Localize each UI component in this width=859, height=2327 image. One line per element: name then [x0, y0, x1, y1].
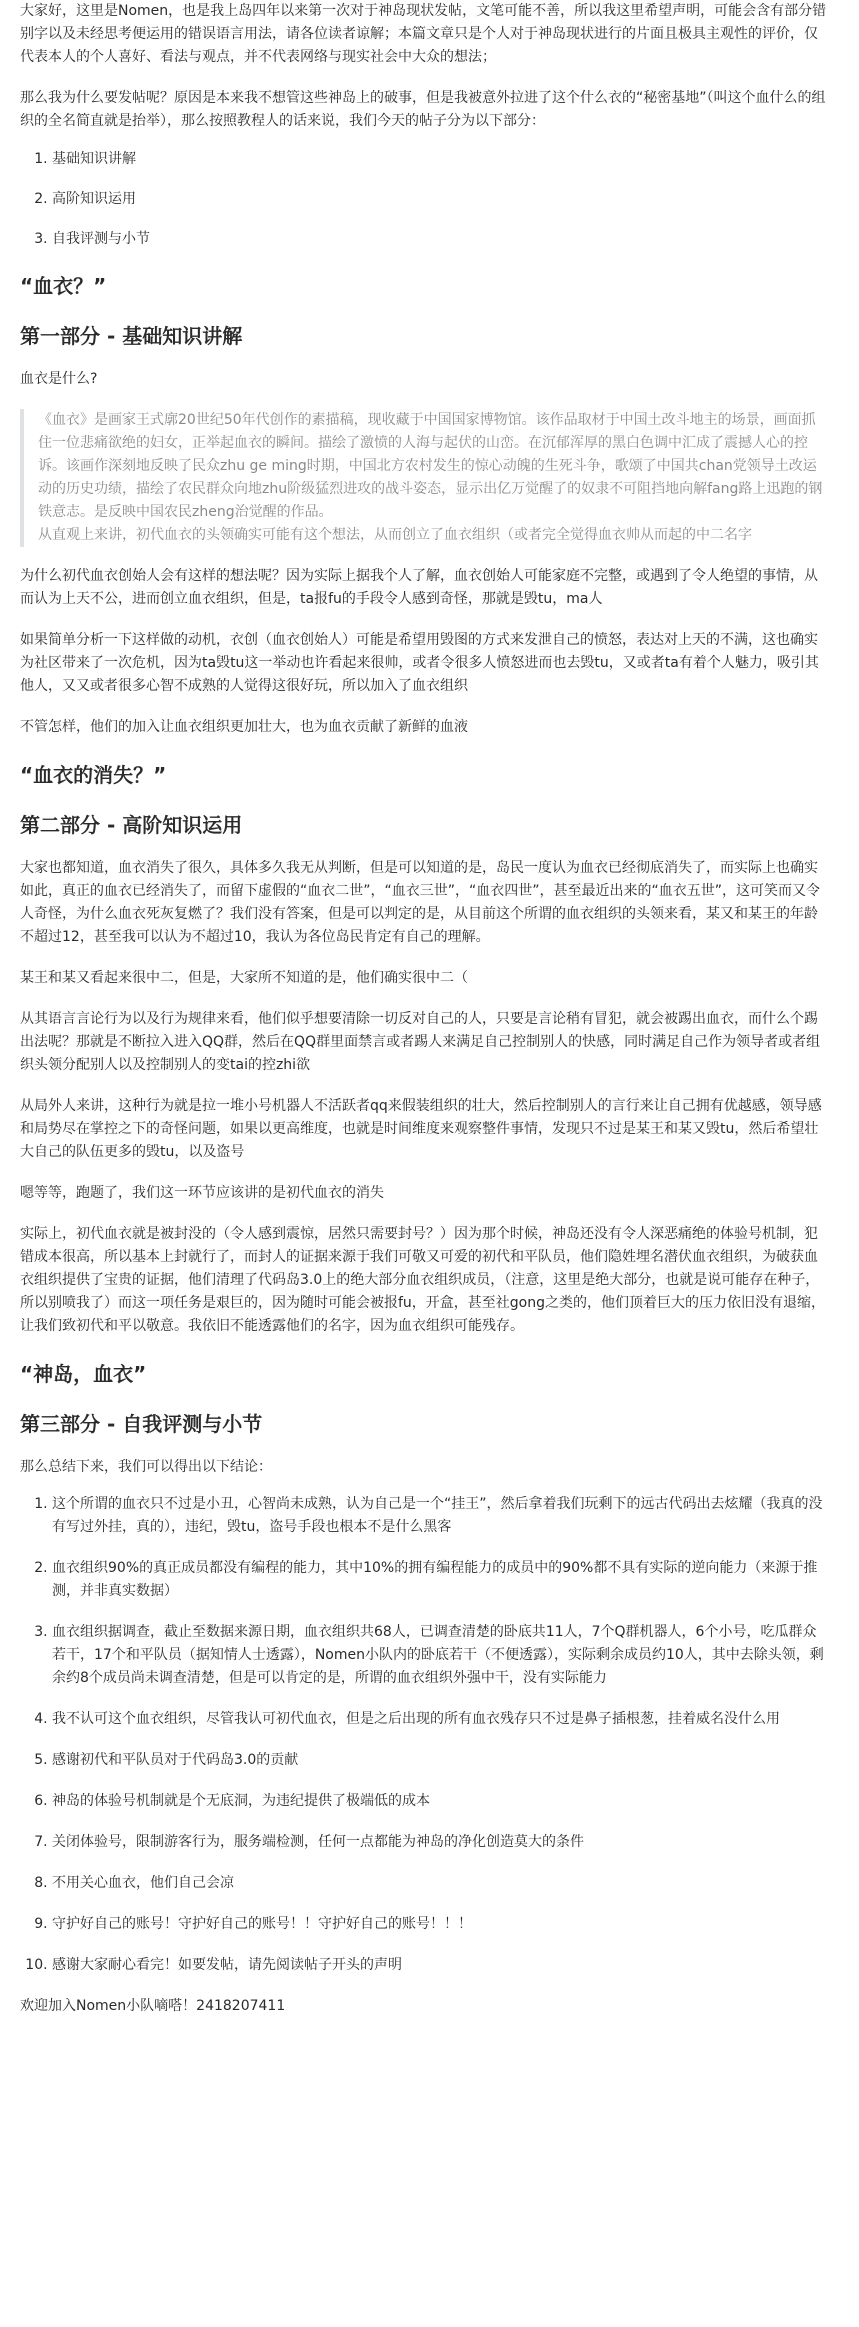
toc-item: 3. 自我评测与小节	[52, 228, 827, 250]
list-item: 5. 感谢初代和平队员对于代码岛3.0的贡献	[52, 1749, 827, 1772]
blockquote	[20, 409, 827, 547]
list-item: 4. 我不认可这个血衣组织，尽管我认可初代血衣，但是之后出现的所有血衣残存只不过是鼻子插根葱，挂着威名没什么用	[52, 1708, 827, 1731]
footer-text: 欢迎加入Nomen小队嘀嗒！2418207411	[20, 1998, 286, 2014]
part1-question: 血衣是什么?	[20, 371, 98, 387]
table-of-contents	[20, 148, 827, 250]
list-item: 9. 守护好自己的账号！守护好自己的账号！！守护好自己的账号！！！	[52, 1913, 827, 1936]
part1-quote-heading: “血衣？”	[20, 274, 107, 298]
blockquote-paragraph-2: 从直观上来讲，初代血衣的头领确实可能有这个想法，从而创立了血衣组织（或者完全觉得血衣帅从而起的中二名字	[38, 527, 752, 543]
toc-item: 1. 基础知识讲解	[52, 148, 827, 170]
part1-paragraph-2: 如果简单分析一下这样做的动机，衣创（血衣创始人）可能是希望用毁图的方式来发泄自己的愤怒，表达对上天的不满，这也确实为社区带来了一次危机，因为ta毁tu这一举动也许看起来很帅，或者令很多人愤怒进而也去毁tu，又或者ta有着个人魅力，吸引其他人，又又或者很多心智不成熟的人觉得这很好玩，所以加入了血衣组织	[20, 632, 819, 694]
part2-heading: 第二部分 - 高阶知识运用	[20, 813, 243, 837]
intro-paragraph-2: 那么我为什么要发帖呢？原因是本来我不想管这些神岛上的破事，但是我被意外拉进了这个什么衣的“秘密基地”（叫这个血什么的组织的全名简直就是抬举），那么按照教程人的话来说，我们今天的帖子分为以下部分：	[20, 90, 826, 129]
part1-heading: 第一部分 - 基础知识讲解	[20, 324, 243, 348]
blockquote-paragraph-1: 《血衣》是画家王式廓20世纪50年代创作的素描稿，现收藏于中国国家博物馆。该作品取材于中国土改斗地主的场景，画面抓住一位悲痛欲绝的妇女，正举起血衣的瞬间。描绘了激愤的人海与起伏的山峦。在沉郁浑厚的黑白色调中汇成了震撼人心的控诉。该画作深刻地反映了民众zhu ge ming时期，中国北方农村发生的惊心动魄的生死斗争，歌颂了中国共chan党领导土改运动的历史功绩，描绘了农民群众向地zhu阶级猛烈进攻的战斗姿态，显示出亿万觉醒了的奴隶不可阻挡地向解fang路上迅跑的钢铁意志。是反映中国农民zheng治觉醒的作品。	[38, 412, 823, 520]
conclusion-list	[20, 1493, 827, 1977]
part1-paragraph-1: 为什么初代血衣创始人会有这样的想法呢？因为实际上据我个人了解，血衣创始人可能家庭不完整，或遇到了令人绝望的事情，从而认为上天不公，进而创立血衣组织，但是，ta报fu的手段令人感到奇怪，那就是毁tu，ma人	[20, 568, 818, 607]
list-item: 3. 血衣组织据调查，截止至数据来源日期，血衣组织共68人，已调查清楚的卧底共11人，7个Q群机器人，6个小号，吃瓜群众若干，17个和平队员（据知情人士透露），Nomen小队内的卧底若干（不便透露），实际剩余成员约10人，其中去除头领，剩余约8个成员尚未调查清楚，但是可以肯定的是，所谓的血衣组织外强中干，没有实际能力	[52, 1621, 827, 1690]
list-item: 8. 不用关心血衣，他们自己会凉	[52, 1872, 827, 1895]
list-item: 10. 感谢大家耐心看完！如要发帖，请先阅读帖子开头的声明	[52, 1954, 827, 1977]
intro-paragraph-1: 大家好，这里是Nomen，也是我上岛四年以来第一次对于神岛现状发帖，文笔可能不善，所以我这里希望声明，可能会含有部分错别字以及未经思考便运用的错误语言用法，请各位读者谅解；本篇文章只是个人对于神岛现状进行的片面且极具主观性的评价，仅代表本人的个人喜好、看法与观点，并不代表网络与现实社会中大众的想法；	[20, 3, 827, 65]
part1-paragraph-3: 不管怎样，他们的加入让血衣组织更加壮大，也为血衣贡献了新鲜的血液	[20, 719, 468, 735]
toc-item: 2. 高阶知识运用	[52, 188, 827, 210]
part2-paragraph-4: 从局外人来讲，这种行为就是拉一堆小号机器人不活跃者qq来假装组织的壮大，然后控制别人的言行来让自己拥有优越感，领导感和局势尽在掌控之下的奇怪问题，如果以更高维度，也就是时间维度来观察整件事情，发现只不过是某王和某又毁tu，然后希望壮大自己的队伍更多的毁tu，以及盗号	[20, 1098, 822, 1160]
list-item: 1. 这个所谓的血衣只不过是小丑，心智尚未成熟，认为自己是一个“挂王”，然后拿着我们玩剩下的远古代码出去炫耀（我真的没有写过外挂，真的），违纪，毁tu，盗号手段也根本不是什么黑客	[52, 1493, 827, 1539]
part2-paragraph-2: 某王和某又看起来很中二，但是，大家所不知道的是，他们确实很中二（	[20, 970, 468, 986]
list-item: 2. 血衣组织90%的真正成员都没有编程的能力，其中10%的拥有编程能力的成员中的90%都不具有实际的逆向能力（来源于推测，并非真实数据）	[52, 1557, 827, 1603]
part3-heading: 第三部分 - 自我评测与小节	[20, 1412, 263, 1436]
list-item: 6. 神岛的体验号机制就是个无底洞，为违纪提供了极端低的成本	[52, 1790, 827, 1813]
part2-quote-heading: “血衣的消失？”	[20, 763, 167, 787]
part2-paragraph-3: 从其语言言论行为以及行为规律来看，他们似乎想要清除一切反对自己的人，只要是言论稍有冒犯，就会被踢出血衣，而什么个踢出法呢？那就是不断拉入进入QQ群，然后在QQ群里面禁言或者踢人来满足自己控制别人的快感，同时满足自己作为领导者或者组织头领分配别人以及控制别人的变tai的控zhi欲	[20, 1011, 821, 1073]
list-item: 7. 关闭体验号，限制游客行为，服务端检测，任何一点都能为神岛的净化创造莫大的条件	[52, 1831, 827, 1854]
part2-paragraph-5: 嗯等等，跑题了，我们这一环节应该讲的是初代血衣的消失	[20, 1185, 384, 1201]
part3-quote-heading: “神岛，血衣”	[20, 1362, 147, 1386]
part2-paragraph-1: 大家也都知道，血衣消失了很久，具体多久我无从判断，但是可以知道的是，岛民一度认为血衣已经彻底消失了，而实际上也确实如此，真正的血衣已经消失了，而留下虚假的“血衣二世”，“血衣三世”，“血衣四世”，甚至最近出来的“血衣五世”，这可笑而又令人奇怪，为什么血衣死灰复燃了？我们没有答案，但是可以判定的是，从目前这个所谓的血衣组织的头领来看，某又和某王的年龄不超过12，甚至我可以认为不超过10，我认为各位岛民肯定有自己的理解。	[20, 860, 821, 945]
part3-lead: 那么总结下来，我们可以得出以下结论：	[20, 1459, 272, 1475]
part2-paragraph-6: 实际上，初代血衣就是被封没的（令人感到震惊，居然只需要封号？）因为那个时候，神岛还没有令人深恶痛绝的体验号机制，犯错成本很高，所以基本上封就行了，而封人的证据来源于我们可敬又可爱的初代和平队员，他们隐姓埋名潜伏血衣组织，为破获血衣组织提供了宝贵的证据，他们清理了代码岛3.0上的绝大部分血衣组织成员，（注意，这里是绝大部分，也就是说可能存在种子，所以别喷我了）而这一项任务是艰巨的，因为随时可能会被报fu，开盒，甚至社gong之类的，他们顶着巨大的压力依旧没有退缩，让我们致初代和平以敬意。我依旧不能透露他们的名字，因为血衣组织可能残存。	[20, 1226, 826, 1334]
